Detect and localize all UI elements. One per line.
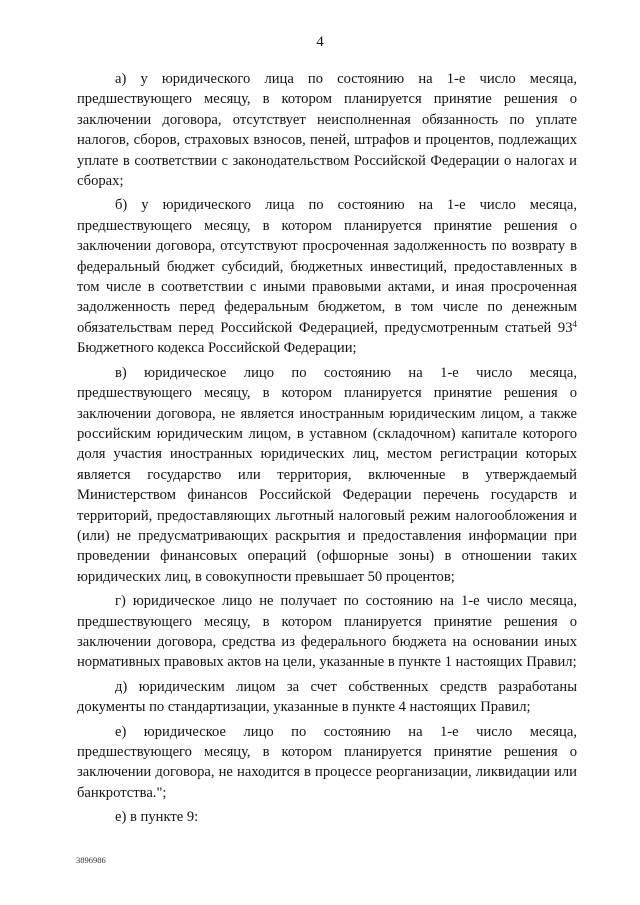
article-superscript: 4 (572, 318, 577, 329)
paragraph-d: д) юридическим лицом за счет собственных средств разработаны документы по стандартизации, указанные в пункте 4 настоящих Правил; (77, 678, 577, 716)
paragraph-b (77, 195, 577, 358)
paragraph-a: а) у юридического лица по состоянию на 1-е число месяца, предшествующего месяцу, в котором планируется принятие решения о заключении договора, отсутствует неисполненная обязанность по уплате налогов, сборов, страховых взносов, пеней, штрафов и процентов, подлежащих уплате в соответствии с законодательством Российской Федерации о налогах и сборах; (77, 71, 577, 190)
paragraph-e-point-9: е) в пункте 9: (115, 809, 199, 826)
paragraph-v: в) юридическое лицо по состоянию на 1-е число месяца, предшествующего месяцу, в котором планируется принятие решения о заключении договора, не является иностранным юридическим лицом, а также российским юридическим лицом, в уставном (складочном) капитале которого доля участия иностранных юридических лиц, местом регистрации которых является государство или территория, включенные в утверждаемый Министерством финансов Российской Федерации перечень государств и территорий, предоставляющих льготный налоговый режим налогообложения и (или) не предусматривающих раскрытия и предоставления информации при проведении финансовых операций (офшорные зоны) в отношении таких юридических лиц, в совокупности превышает 50 процентов; (77, 364, 577, 585)
page-number: 4 (316, 34, 324, 50)
paragraph-e: е) юридическое лицо по состоянию на 1-е число месяца, предшествующего месяцу, в котором планируется принятие решения о заключении договора, не находится в процессе реорганизации, ликвидации или банкротства."; (77, 723, 577, 801)
document-body (77, 69, 577, 828)
paragraph-b-text: б) у юридического лица по состоянию на 1-е число месяца, предшествующего месяцу, в котором планируется принятие решения о заключении договора, отсутствуют просроченная задолженность по возврату в федеральный бюджет субсидий, бюджетных инвестиций, предоставленных в том числе в соответствии с иными правовыми актами, и иная просроченная задолженность перед федеральным бюджетом, в том числе по денежным обязательствам перед Российской Федерацией, предусмотренным статьей 93 (77, 197, 577, 336)
document-code: 3896986 (76, 855, 106, 865)
paragraph-g: г) юридическое лицо не получает по состоянию на 1-е число месяца, предшествующего месяцу, в котором планируется принятие решения о заключении договора, средства из федерального бюджета на основании иных нормативных правовых актов на цели, указанные в пункте 1 настоящих Правил; (77, 593, 577, 671)
paragraph-b-tail: Бюджетного кодекса Российской Федерации; (77, 340, 357, 357)
